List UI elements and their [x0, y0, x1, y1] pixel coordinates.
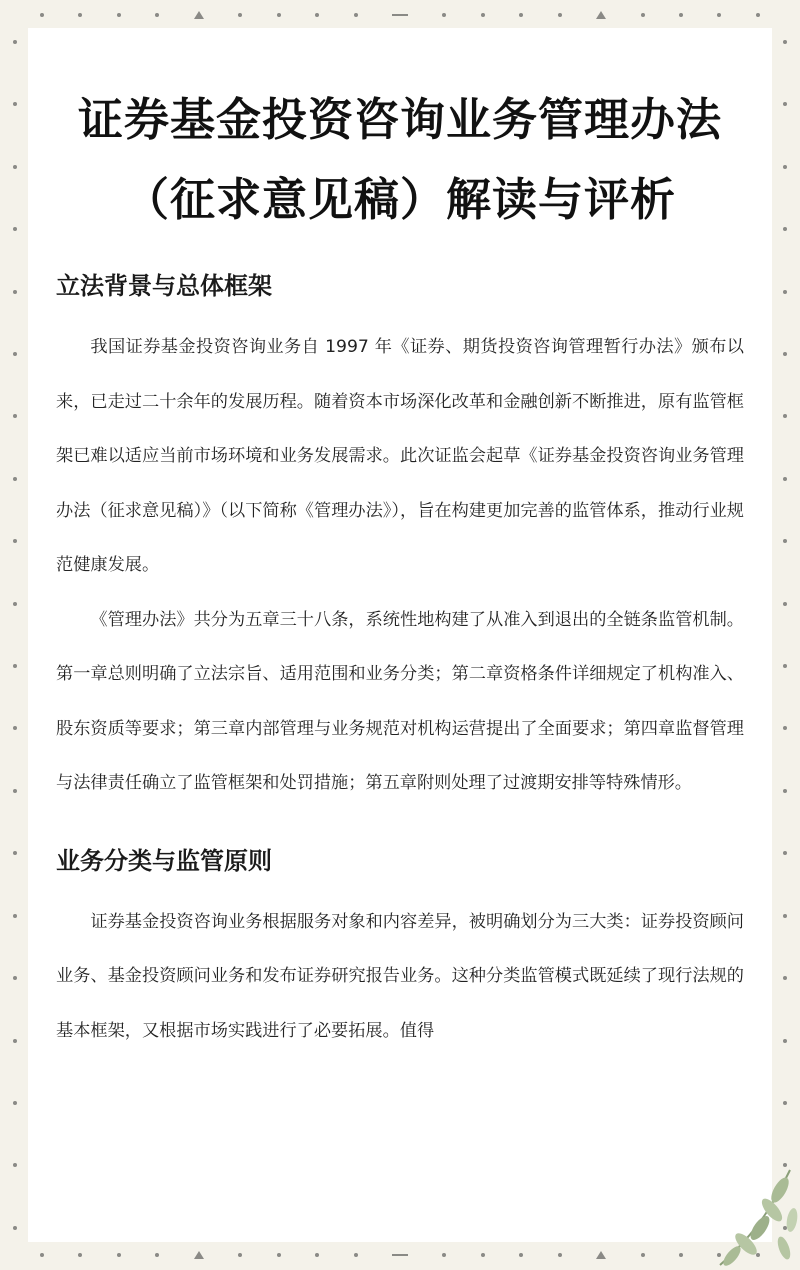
section-heading-classification: 业务分类与监管原则	[56, 846, 272, 875]
leaf-sprig-icon	[680, 1160, 800, 1270]
document-page	[28, 28, 772, 1242]
section-heading-background: 立法背景与总体框架	[56, 272, 272, 300]
document-title: 证券基金投资咨询业务管理办法（征求意见稿）解读与评析	[77, 93, 722, 226]
top-border-decoration	[40, 8, 760, 22]
bottom-border-decoration	[40, 1248, 760, 1262]
left-border-decoration	[10, 40, 20, 1230]
paragraph: 证券基金投资咨询业务根据服务对象和内容差异，被明确划分为三大类：证券投资顾问业务、基金投资顾问业务和发布证券研究报告业务。这种分类监管模式既延续了现行法规的基本框架，又根据市场实践进行了必要拓展。值得	[56, 911, 744, 1041]
paragraph: 《管理办法》共分为五章三十八条，系统性地构建了从准入到退出的全链条监管机制。第一章总则明确了立法宗旨、适用范围和业务分类；第二章资格条件详细规定了机构准入、股东资质等要求；第三章内部管理与业务规范对机构运营提出了全面要求；第四章监督管理与法律责任确立了监管框架和处罚措施；第五章附则处理了过渡期安排等特殊情形。	[56, 609, 744, 793]
paragraph: 我国证券基金投资咨询业务自 1997 年《证券、期货投资咨询管理暂行办法》颁布以来，已走过二十余年的发展历程。随着资本市场深化改革和金融创新不断推进，原有监管框架已难以适应当前市场环境和业务发展需求。此次证监会起草《证券基金投资咨询业务管理办法（征求意见稿）》（以下简称《管理办法》），旨在构建更加完善的监管体系，推动行业规范健康发展。	[56, 337, 744, 575]
right-border-decoration	[780, 40, 790, 1230]
